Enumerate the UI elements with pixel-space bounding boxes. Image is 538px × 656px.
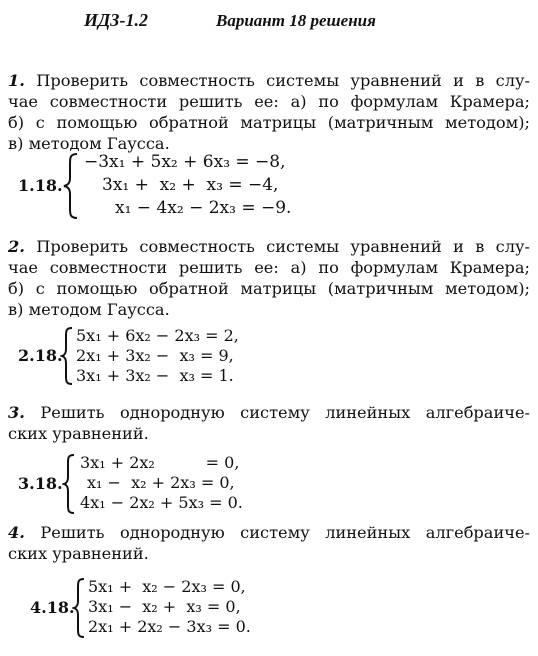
system-4-label: 4.18. xyxy=(30,598,75,617)
equation-3-3: 4x₁ − 2x₂ + 5x₃ = 0. xyxy=(80,493,243,512)
task-1-line-3: б) с помощью обратной матрицы (матричным методом); xyxy=(8,113,530,132)
assignment-title: ИДЗ-1.2 xyxy=(84,10,148,30)
equation-4-3: 2x₁ + 2x₂ − 3x₃ = 0. xyxy=(88,617,251,636)
equation-4-2: 3x₁ − x₂ + x₃ = 0, xyxy=(88,597,241,616)
task-4-statement xyxy=(8,522,530,564)
equation-2-2: 2x₁ + 3x₂ − x₃ = 9, xyxy=(76,346,234,365)
task-3-statement xyxy=(8,402,530,444)
task-2-line-4: в) методом Гаусса. xyxy=(8,300,170,319)
system-1-label: 1.18. xyxy=(18,176,63,195)
task-4-line-1: Решить однородную систему линейных алгебраиче- xyxy=(40,523,530,542)
task-2-statement xyxy=(8,236,530,320)
page-header xyxy=(0,8,538,34)
system-2-label: 2.18. xyxy=(18,346,63,365)
task-2-line-2: чае совместности решить ее: а) по формулам Крамера; xyxy=(8,258,530,277)
equation-1-1: −3x₁ + 5x₂ + 6x₃ = −8, xyxy=(84,152,286,172)
equation-3-1: 3x₁ + 2x₂ = 0, xyxy=(80,453,240,472)
task-2-line-1: Проверить совместность системы уравнений и в слу- xyxy=(36,237,530,256)
task-1-statement xyxy=(8,70,530,154)
task-1-line-2: чае совместности решить ее: а) по формулам Крамера; xyxy=(8,92,530,111)
equation-1-3: x₁ − 4x₂ − 2x₃ = −9. xyxy=(115,198,292,218)
variant-label: Вариант 18 решения xyxy=(216,11,376,30)
equation-3-2: x₁ − x₂ + 2x₃ = 0, xyxy=(87,473,235,492)
system-3-label: 3.18. xyxy=(18,474,63,493)
task-1-line-4: в) методом Гаусса. xyxy=(8,134,170,153)
left-brace-icon xyxy=(72,577,86,639)
task-2-number: 2. xyxy=(8,237,25,256)
task-4-number: 4. xyxy=(8,523,25,542)
task-3-line-1: Решить однородную систему линейных алгебраиче- xyxy=(40,403,530,422)
task-3-number: 3. xyxy=(8,403,25,422)
equation-4-1: 5x₁ + x₂ − 2x₃ = 0, xyxy=(88,577,246,596)
task-1-number: 1. xyxy=(8,71,25,90)
task-3-line-2: ских уравнений. xyxy=(8,424,149,443)
task-1-line-1: Проверить совместность системы уравнений и в слу- xyxy=(36,71,530,90)
equation-1-2: 3x₁ + x₂ + x₃ = −4, xyxy=(102,175,279,195)
left-brace-icon xyxy=(60,326,74,386)
equation-2-3: 3x₁ + 3x₂ − x₃ = 1. xyxy=(76,366,234,385)
left-brace-icon xyxy=(62,152,80,220)
task-4-line-2: ских уравнений. xyxy=(8,544,149,563)
equation-2-1: 5x₁ + 6x₂ − 2x₃ = 2, xyxy=(76,326,239,345)
task-2-line-3: б) с помощью обратной матрицы (матричным методом); xyxy=(8,279,530,298)
left-brace-icon xyxy=(62,453,76,515)
